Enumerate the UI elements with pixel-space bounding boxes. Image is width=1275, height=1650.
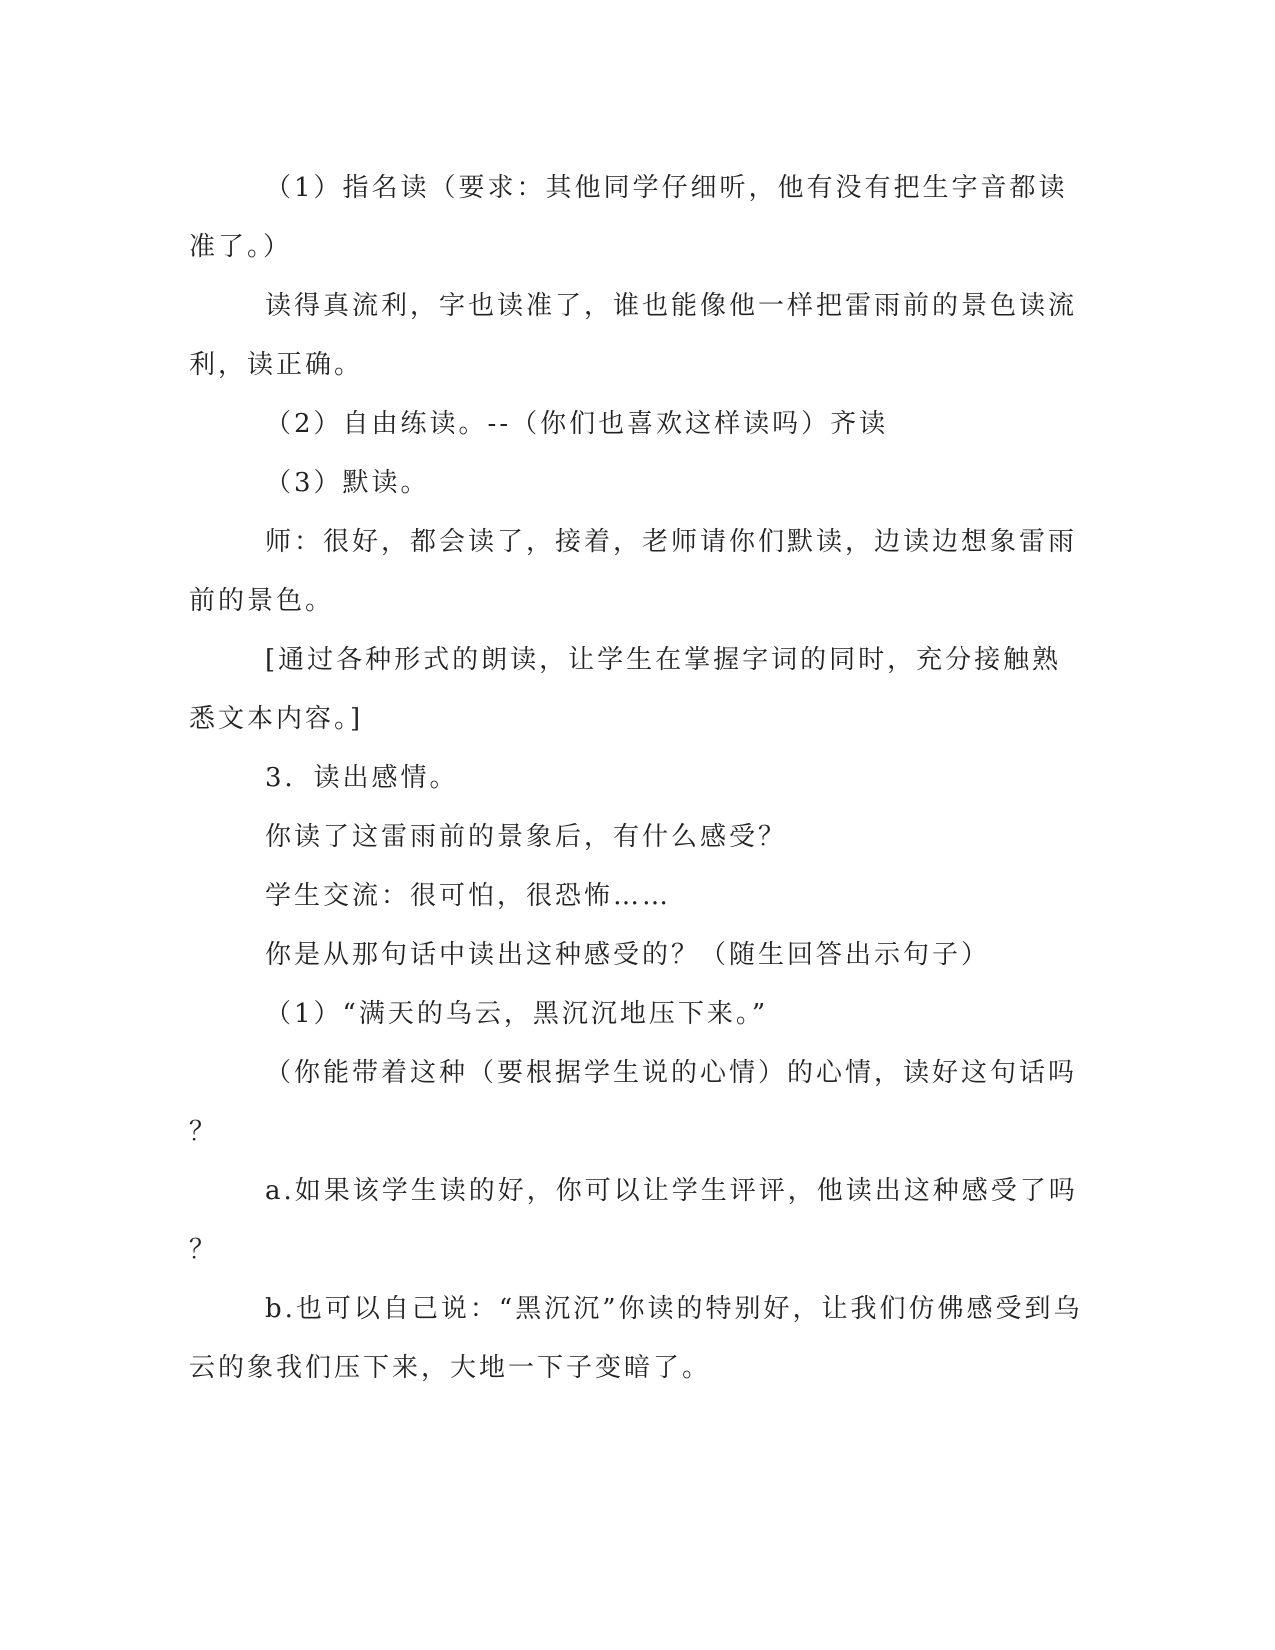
paragraph-line: ？ [189,1117,219,1147]
paragraph-line: （3）默读。 [265,468,430,498]
paragraph-line: 读得真流利，字也读准了，谁也能像他一样把雷雨前的景色读流 [265,291,1078,321]
paragraph-line: 悉文本内容。] [189,704,364,734]
paragraph-line: 利，读正确。 [189,350,364,380]
paragraph-line: b.也可以自己说：“黑沉沉”你读的特别好，让我们仿佛感受到乌 [265,1294,1083,1324]
paragraph-line: 云的象我们压下来，大地一下子变暗了。 [189,1353,712,1383]
paragraph-line: 你是从那句话中读出这种感受的？（随生回答出示句子） [265,940,991,970]
paragraph-line: （2）自由练读。--（你们也喜欢这样读吗）齐读 [265,409,889,439]
paragraph-line: （1）“满天的乌云，黑沉沉地压下来。” [265,999,769,1029]
paragraph-line: ？ [189,1235,219,1265]
section-heading: 3．读出感情。 [265,763,459,793]
paragraph-line: （你能带着这种（要根据学生说的心情）的心情，读好这句话吗 [265,1058,1078,1088]
paragraph-line: 你读了这雷雨前的景象后，有什么感受？ [265,822,788,852]
paragraph-line: 师：很好，都会读了，接着，老师请你们默读，边读边想象雷雨 [265,527,1078,557]
paragraph-line: （1）指名读（要求：其他同学仔细听，他有没有把生字音都读 [265,173,1068,203]
paragraph-line: 前的景色。 [189,586,335,616]
paragraph-line: 学生交流：很可怕，很恐怖…… [265,881,672,911]
paragraph-line: 准了。） [189,232,293,262]
paragraph-line: [通过各种形式的朗读，让学生在掌握字词的同时，充分接触熟 [265,645,1062,675]
paragraph-line: a.如果该学生读的好，你可以让学生评评，他读出这种感受了吗 [265,1176,1078,1206]
